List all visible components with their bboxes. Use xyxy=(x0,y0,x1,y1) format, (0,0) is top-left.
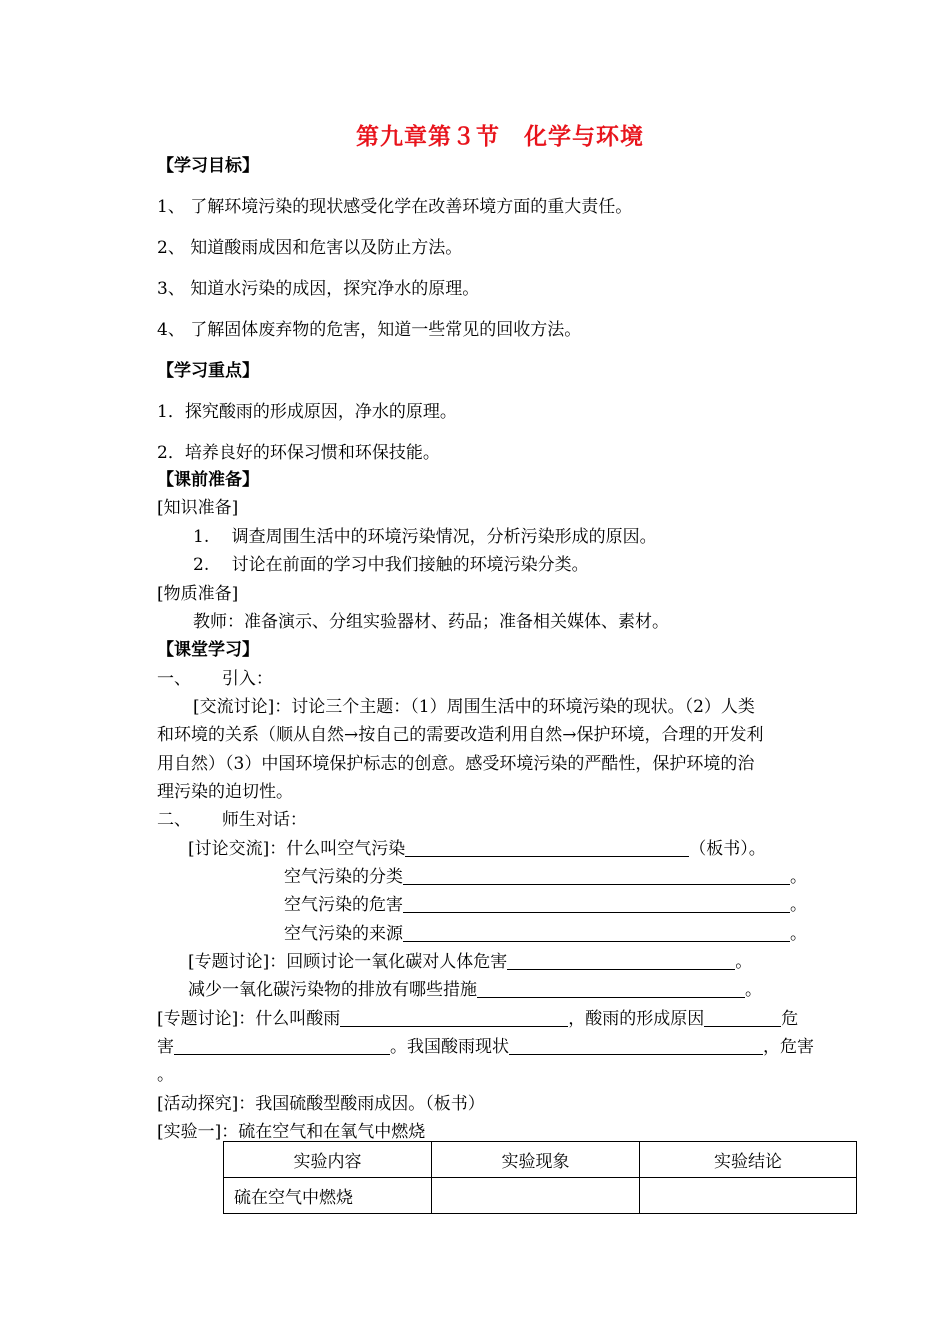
table-cell xyxy=(432,1178,640,1214)
goal-item: 2、 知道酸雨成因和危害以及防止方法。 xyxy=(157,238,463,258)
period: 。 xyxy=(735,952,753,972)
period: 。 xyxy=(745,980,762,1000)
knowledge-label: [知识准备] xyxy=(157,498,239,518)
table-cell xyxy=(640,1178,857,1214)
activity-text: [活动探究]：我国硫酸型酸雨成因。（板书） xyxy=(157,1094,485,1114)
blank-line xyxy=(403,894,790,913)
blank-line xyxy=(340,1008,568,1027)
blank-line xyxy=(509,1036,763,1055)
air-source-row xyxy=(284,919,807,944)
keypoint-item: 2．培养良好的环保习惯和环保技能。 xyxy=(157,443,440,463)
acid-wei-text: 危 xyxy=(781,1009,799,1029)
acid-cause-text: ，酸雨的形成原因 xyxy=(568,1009,705,1029)
acid-status-text: 。我国酸雨现状 xyxy=(390,1037,509,1057)
air-question-text: [讨论交流]：什么叫空气污染 xyxy=(188,839,406,859)
blank-line xyxy=(403,866,790,885)
table-row xyxy=(224,1178,857,1214)
air-harm-label: 空气污染的危害 xyxy=(284,895,403,915)
experiment-one-label: [实验一]：硫在空气和在氧气中燃烧 xyxy=(157,1122,426,1142)
blank-line xyxy=(403,923,790,942)
co-topic-row xyxy=(188,947,752,972)
acid-hai-text: 害 xyxy=(157,1037,174,1057)
dialog-label: 二、 师生对话： xyxy=(157,810,307,830)
air-class-label: 空气污染的分类 xyxy=(284,867,403,887)
goals-heading: 【学习目标】 xyxy=(157,156,259,176)
period: 。 xyxy=(790,867,807,887)
keypoints-heading: 【学习重点】 xyxy=(157,361,259,381)
page-title: 第九章第３节 化学与环境 xyxy=(356,124,644,150)
table-cell: 硫在空气中燃烧 xyxy=(224,1178,432,1214)
material-text: 教师：准备演示、分组实验器材、药品；准备相关媒体、素材。 xyxy=(193,612,669,632)
acid-question-text: [专题讨论]：什么叫酸雨 xyxy=(157,1009,341,1029)
blank-line xyxy=(477,979,745,998)
air-class-row xyxy=(284,862,807,887)
table-header: 实验结论 xyxy=(640,1142,857,1178)
blank-line xyxy=(704,1008,781,1027)
intro-label: 一、 引入： xyxy=(157,669,273,689)
prep-heading: 【课前准备】 xyxy=(157,470,259,490)
co-reduce-row xyxy=(188,975,762,1000)
classroom-heading: 【课堂学习】 xyxy=(157,640,259,660)
co-reduce-text: 减少一氧化碳污染物的排放有哪些措施 xyxy=(188,980,477,1000)
blank-line xyxy=(507,951,735,970)
table-header-row xyxy=(224,1142,857,1178)
intro-line: [交流讨论]：讨论三个主题：（1）周围生活中的环境污染的现状。（2）人类 xyxy=(193,697,755,717)
acid-status-row xyxy=(157,1032,814,1057)
experiment-table xyxy=(223,1141,857,1214)
goal-item: 3、 知道水污染的成因，探究净水的原理。 xyxy=(157,279,480,299)
air-question xyxy=(188,834,766,859)
table-header: 实验现象 xyxy=(432,1142,640,1178)
stray-period: 。 xyxy=(157,1065,174,1085)
material-label: [物质准备] xyxy=(157,584,239,604)
air-harm-row xyxy=(284,890,807,915)
period: 。 xyxy=(790,924,807,944)
table-header: 实验内容 xyxy=(224,1142,432,1178)
period: 。 xyxy=(790,895,807,915)
knowledge-item: 2. 讨论在前面的学习中我们接触的环境污染分类。 xyxy=(193,555,589,575)
goal-item: 4、 了解固体废弃物的危害，知道一些常见的回收方法。 xyxy=(157,320,582,340)
intro-line: 用自然）（3）中国环境保护标志的创意。感受环境污染的严酷性，保护环境的治 xyxy=(157,754,755,774)
goal-item: 1、 了解环境污染的现状感受化学在改善环境方面的重大责任。 xyxy=(157,197,633,217)
blank-line xyxy=(405,838,689,857)
acid-harm-text: ，危害 xyxy=(763,1037,814,1057)
co-topic-text: [专题讨论]：回顾讨论一氧化碳对人体危害 xyxy=(188,952,508,972)
knowledge-item: 1. 调查周围生活中的环境污染情况，分析污染形成的原因。 xyxy=(193,527,657,547)
blank-line xyxy=(174,1036,390,1055)
intro-line: 理污染的迫切性。 xyxy=(157,782,293,802)
air-source-label: 空气污染的来源 xyxy=(284,924,403,944)
acid-question-row xyxy=(157,1004,798,1029)
air-question-tail: （板书）。 xyxy=(689,839,766,859)
intro-line: 和环境的关系（顺从自然→按自己的需要改造利用自然→保护环境，合理的开发利 xyxy=(157,725,764,745)
keypoint-item: 1．探究酸雨的形成原因，净水的原理。 xyxy=(157,402,457,422)
